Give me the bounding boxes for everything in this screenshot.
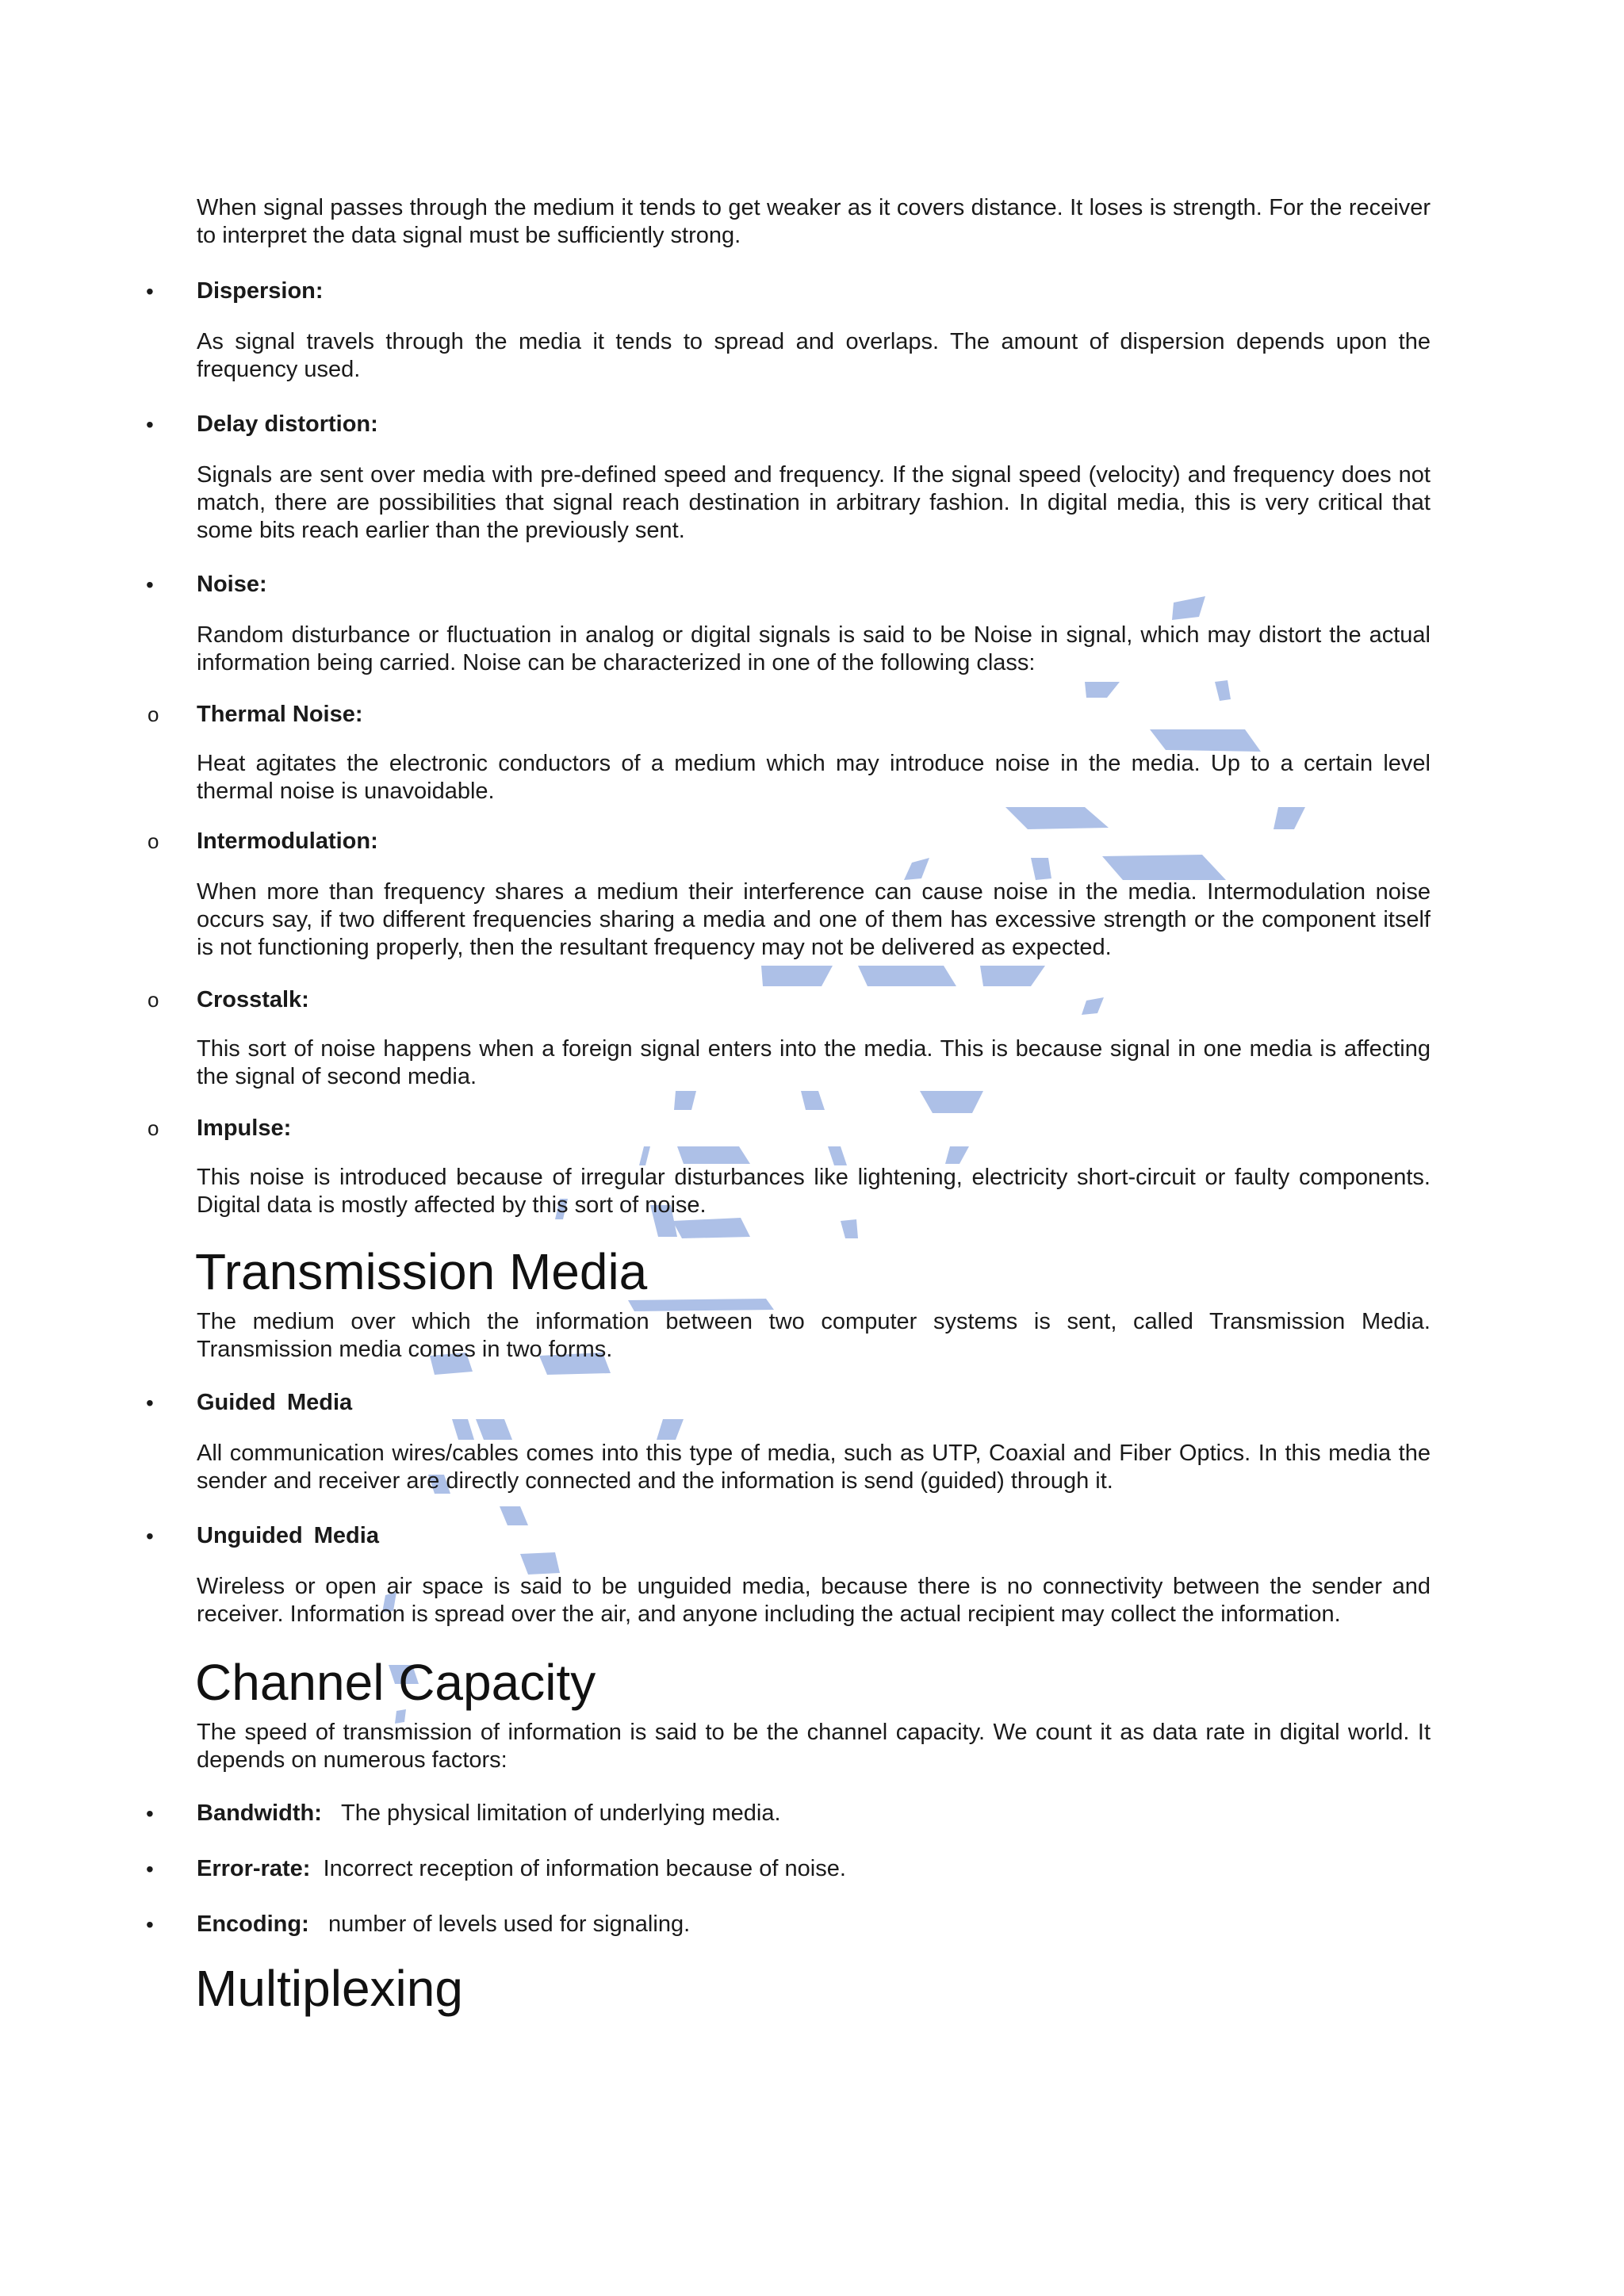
impulse-paragraph: This noise is introduced because of irregular disturbances like lightening, electricity short-circuit or faulty components. Digital data is mostly affected by this sort of noise. <box>197 1165 1431 1218</box>
circle-intermod: o <box>147 829 159 853</box>
guided-media-title-text: Guided Media <box>197 1390 353 1415</box>
bandwidth-text: The physical limitation of underlying media. <box>341 1800 781 1826</box>
unguided-media-paragraph: Wireless or open air space is said to be unguided media, because there is no connectivity between the sender and receiver. Information is spread over the air, and anyone including the actual recipient may collect the information. <box>197 1574 1431 1627</box>
dispersion-title <box>197 277 1431 305</box>
channel-paragraph: The speed of transmission of information is said to be the channel capacity. We count it as data rate in digital world. It depends on numerous factors: <box>197 1720 1431 1773</box>
bullet-encoding: • <box>146 1912 154 1937</box>
delay-title-text: Delay distortion: <box>197 411 378 437</box>
dispersion-paragraph: As signal travels through the media it tends to spread and overlaps. The amount of dispersion depends upon the frequency used. <box>197 329 1431 382</box>
delay-paragraph: Signals are sent over media with pre-defined speed and frequency. If the signal speed (velocity) and frequency does not match, there are possibilities that signal reach destination in arbitrary fashion. In digital media, this is very critical that some bits reach earlier than the previously sent. <box>197 462 1431 543</box>
guided-media-paragraph: All communication wires/cables comes into this type of media, such as UTP, Coaxial and Fiber Optics. In this media the sender and receiver are directly connected and the information is send (guided) through it. <box>197 1441 1431 1494</box>
circle-impulse: o <box>147 1116 159 1140</box>
error-rate-item <box>197 1855 1431 1883</box>
bullet-bandwidth: • <box>146 1801 154 1826</box>
unguided-media-title <box>197 1522 1431 1550</box>
bandwidth-label: Bandwidth: <box>197 1800 322 1826</box>
delay-title <box>197 411 1431 438</box>
encoding-item <box>197 1911 1431 1938</box>
impulse-title <box>197 1115 1431 1142</box>
bullet-delay: • <box>146 412 154 437</box>
noise-title <box>197 571 1431 599</box>
guided-media-title <box>197 1389 1431 1417</box>
circle-thermal: o <box>147 702 159 726</box>
multiplexing-heading: Multiplexing <box>195 1960 463 2017</box>
impulse-title-text: Impulse: <box>197 1115 292 1141</box>
intermod-title-text: Intermodulation: <box>197 828 378 854</box>
encoding-label: Encoding: <box>197 1911 309 1937</box>
bullet-unguided: • <box>146 1524 154 1548</box>
dispersion-title-text: Dispersion: <box>197 278 324 304</box>
intermod-paragraph: When more than frequency shares a medium their interference can cause noise in the media. Intermodulation noise occurs say, if two different frequencies sharing a media and one of them has excessive strength or the component itself is not functioning properly, then the resultant frequency may not be delivered as expected. <box>197 879 1431 960</box>
unguided-media-title-text: Unguided Media <box>197 1523 379 1548</box>
error-rate-label: Error-rate: <box>197 1856 311 1881</box>
transmission-media-heading: Transmission Media <box>195 1243 648 1300</box>
circle-crosstalk: o <box>147 988 159 1012</box>
encoding-text: number of levels used for signaling. <box>327 1911 691 1937</box>
crosstalk-paragraph: This sort of noise happens when a foreign signal enters into the media. This is because signal in one media is affecting the signal of second media. <box>197 1036 1431 1089</box>
thermal-title-text: Thermal Noise: <box>197 702 363 727</box>
noise-title-text: Noise: <box>197 572 267 597</box>
error-rate-text: Incorrect reception of information because of noise. <box>323 1856 846 1881</box>
channel-capacity-heading: Channel Capacity <box>195 1654 596 1711</box>
crosstalk-title <box>197 986 1431 1014</box>
intermod-title <box>197 828 1431 855</box>
intro-paragraph: When signal passes through the medium it tends to get weaker as it covers distance. It loses is strength. For the receiver to interpret the data signal must be sufficiently strong. <box>197 195 1431 248</box>
bullet-noise: • <box>146 572 154 597</box>
transmission-paragraph: The medium over which the information between two computer systems is sent, called Transmission Media. Transmission media comes in two forms. <box>197 1309 1431 1362</box>
crosstalk-title-text: Crosstalk: <box>197 987 309 1012</box>
bullet-guided: • <box>146 1391 154 1415</box>
thermal-title <box>197 701 1431 729</box>
noise-paragraph: Random disturbance or fluctuation in analog or digital signals is said to be Noise in signal, which may distort the actual information being carried. Noise can be characterized in one of the following class: <box>197 622 1431 675</box>
bandwidth-item <box>197 1800 1431 1827</box>
thermal-paragraph: Heat agitates the electronic conductors of a medium which may introduce noise in the media. Up to a certain level thermal noise is unavoidable. <box>197 751 1431 804</box>
bullet-error-rate: • <box>146 1857 154 1881</box>
bullet-dispersion: • <box>146 279 154 304</box>
